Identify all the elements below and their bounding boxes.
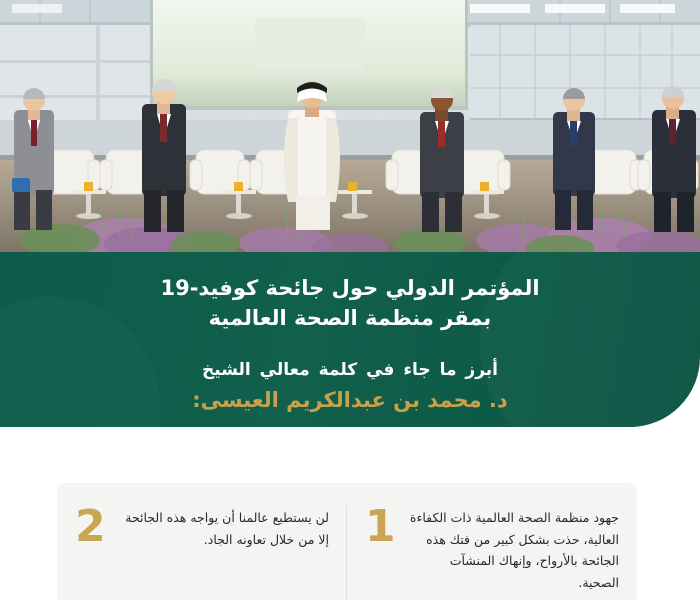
point-card-2 xyxy=(57,483,347,600)
points-card-container xyxy=(57,483,637,600)
conference-group-photo xyxy=(0,0,700,255)
point-number-2: 2 xyxy=(75,501,106,552)
banner-title-line-1: المؤتمر الدولي حول جائحة كوفيد-19 xyxy=(160,276,540,300)
photo-illustration xyxy=(0,0,700,255)
title-banner xyxy=(0,252,700,427)
banner-subtitle: أبرز ما جاء في كلمة معالي الشيخ xyxy=(202,359,498,380)
point-card-1 xyxy=(347,483,637,600)
banner-title-line-2: بمقر منظمة الصحة العالمية xyxy=(208,305,492,330)
speaker-name: د. محمد بن عبدالكريم العيسى: xyxy=(192,387,508,412)
point-text-2: لن يستطيع عالمنا أن يواجه هذه الجائحة إلا من خلال تعاونه الجاد. xyxy=(125,510,329,547)
banner-content xyxy=(0,252,700,412)
point-text-1: جهود منظمة الصحة العالمية ذات الكفاءة العالية، حذت بشكل كبير من فتك هذه الجائحة بالأرواح، وإنهاك المنشآت الصحية. xyxy=(409,510,619,590)
point-number-1: 1 xyxy=(365,501,396,552)
